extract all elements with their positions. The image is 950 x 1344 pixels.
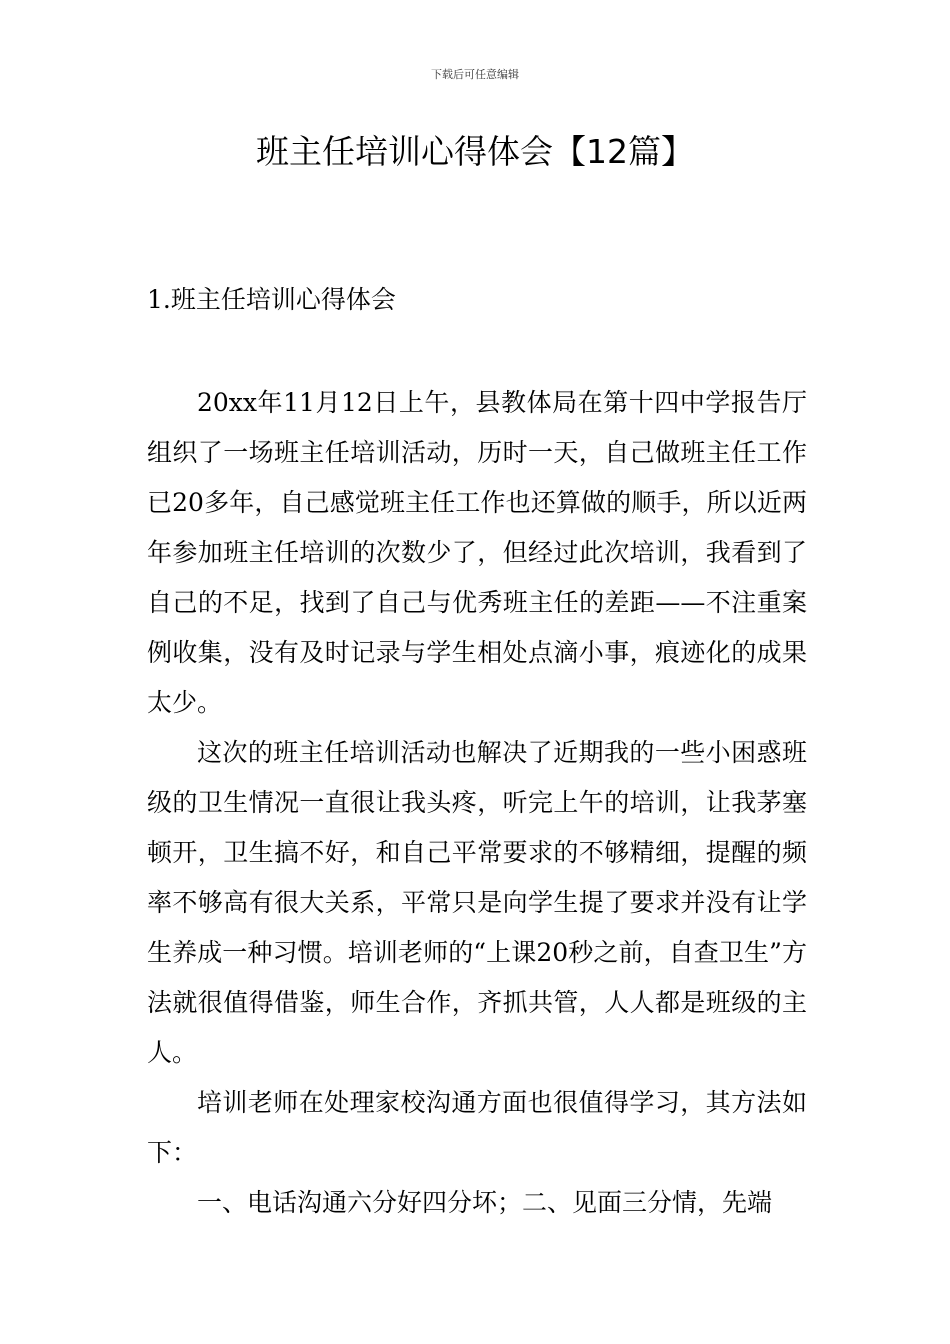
page-title: 班主任培训心得体会【12篇】 — [256, 132, 694, 171]
paragraph: 20xx年11月12日上午，县教体局在第十四中学报告厅组织了一场班主任培训活动，历时一天，自己做班主任工作已20多年，自己感觉班主任工作也还算做的顺手，所以近两年参加班主任培训的次数少了，但经过此次培训，我看到了自己的不足，找到了自己与优秀班主任的差距——不注重案例收集，没有及时记录与学生相处点滴小事，痕迹化的成果太少。 — [147, 388, 807, 717]
section-heading: 1.班主任培训心得体会 — [147, 285, 396, 314]
paragraph: 一、电话沟通六分好四分坏；二、见面三分情，先端 — [197, 1188, 773, 1217]
paragraph: 这次的班主任培训活动也解决了近期我的一些小困惑班级的卫生情况一直很让我头疼，听完上午的培训，让我茅塞顿开，卫生搞不好，和自己平常要求的不够精细，提醒的频率不够高有很大关系，平常只是向学生提了要求并没有让学生养成一种习惯。培训老师的“上课20秒之前，自查卫生”方法就很值得借鉴，师生合作，齐抓共管，人人都是班级的主人。 — [147, 738, 807, 1067]
document-body — [147, 378, 807, 1228]
paragraph: 培训老师在处理家校沟通方面也很值得学习，其方法如下： — [147, 1088, 807, 1167]
header-note: 下载后可任意编辑 — [431, 68, 519, 81]
